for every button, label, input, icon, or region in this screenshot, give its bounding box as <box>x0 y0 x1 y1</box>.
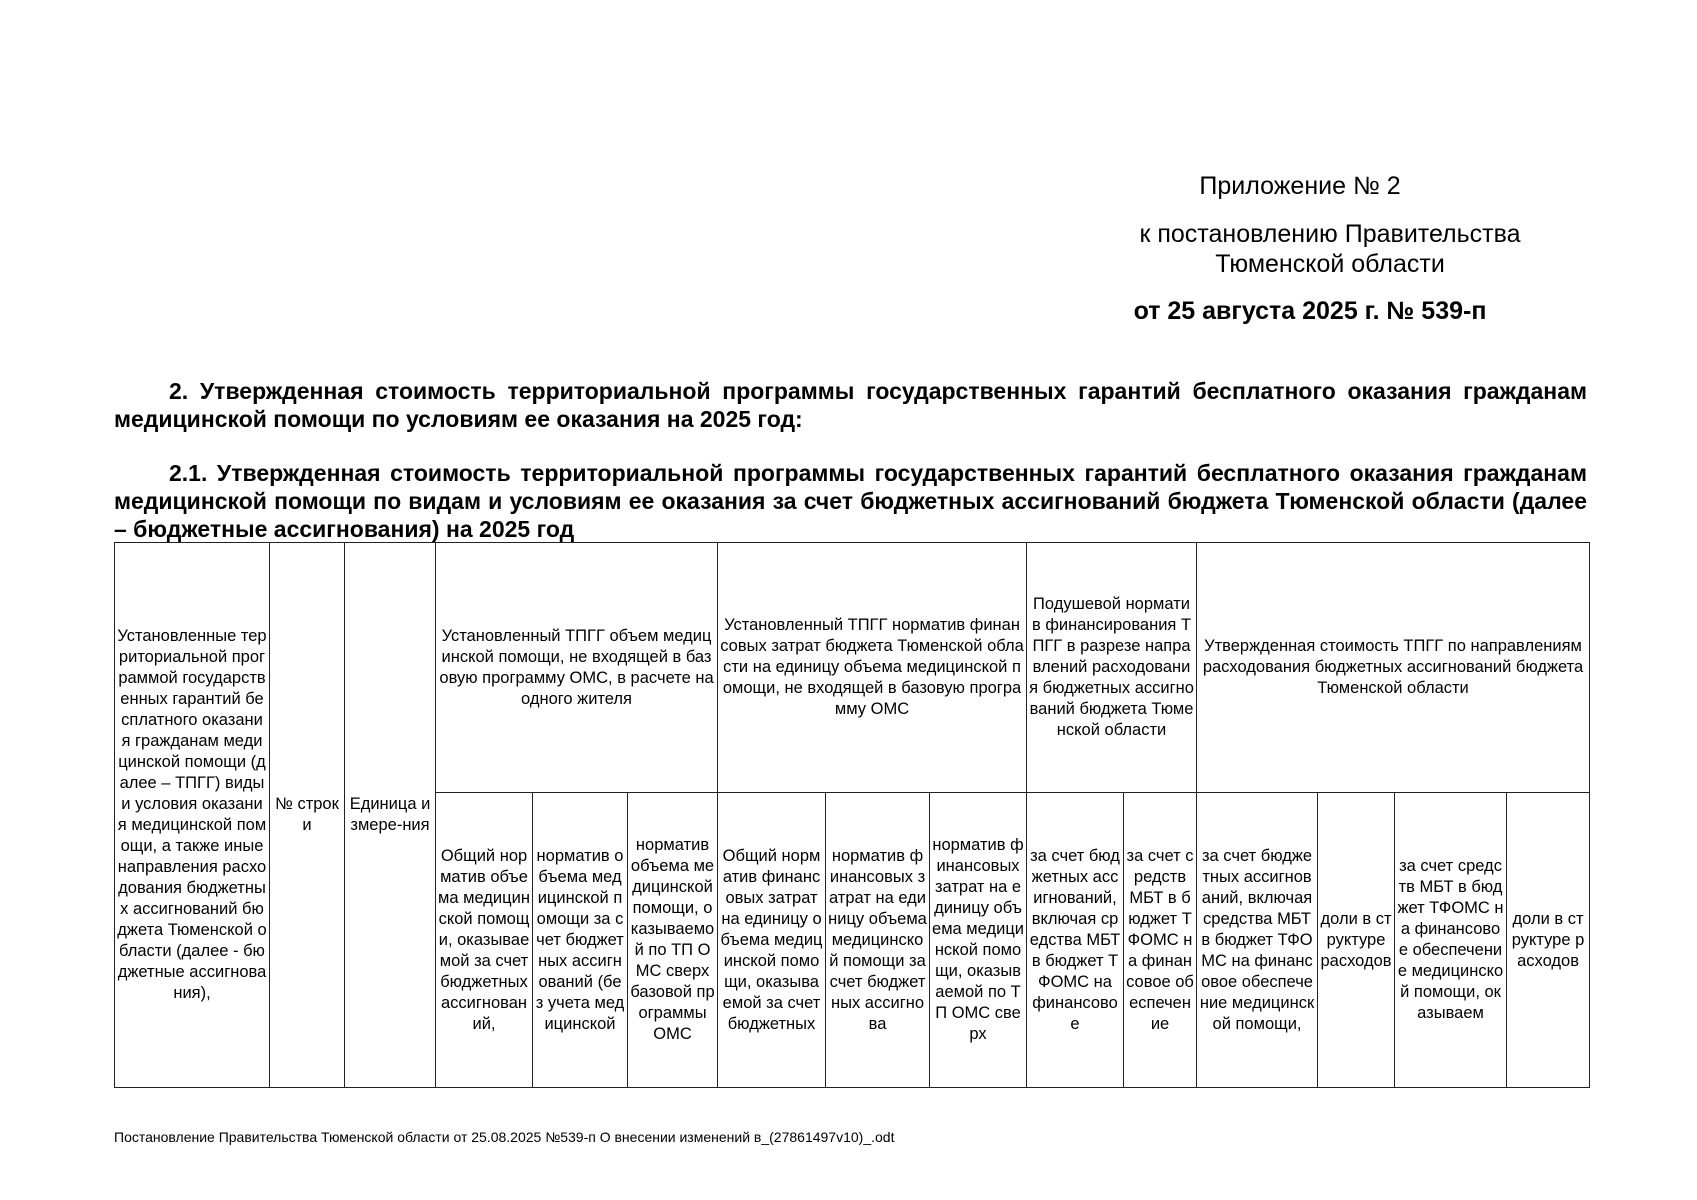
header-group-costs: Установленный ТПГГ норматив финансовых затрат бюджета Тюменской области на единицу объема медицинской помощи, не входящей в базовую программу ОМС <box>718 543 1027 793</box>
section-heading-2: 2. Утвержденная стоимость территориальной программы государственных гарантий бесплатного оказания гражданам медицинской помощи по условиям ее оказания на 2025 год: <box>114 378 1587 432</box>
subheader-volume-budget: норматив объема медицинской помощи за счет бюджетных ассигнований (без учета медицинской <box>533 793 628 1088</box>
subheader-costs-total: Общий норматив финансовых затрат на единицу объема медицинской помощи, оказываемой за счет бюджетных <box>718 793 826 1088</box>
header-group-per-capita: Подушевой норматив финансирования ТПГГ в разрезе направлений расходования бюджетных ассигнований бюджета Тюменской области <box>1027 543 1197 793</box>
header-row-no: № строки <box>270 543 345 1088</box>
appendix-title: Приложение № 2 <box>1199 172 1401 200</box>
subheader-cost-share-2: доли в структуре расходов <box>1507 793 1590 1088</box>
subheader-per-capita-mbt: за счет средств МБТ в бюджет ТФОМС на финансовое обеспечение <box>1124 793 1197 1088</box>
subheader-costs-tpoms: норматив финансовых затрат на единицу объема медицинской помощи, оказываемой по ТП ОМС сверх <box>930 793 1027 1088</box>
subheader-per-capita-budget: за счет бюджетных ассигнований, включая средства МБТ в бюджет ТФОМС на финансовое <box>1027 793 1124 1088</box>
subheader-cost-share-1: доли в структуре расходов <box>1318 793 1395 1088</box>
subheader-costs-budget: норматив финансовых затрат на единицу объема медицинской помощи за счет бюджетных ассигнова <box>826 793 930 1088</box>
header-group-volume: Установленный ТПГГ объем медицинской помощи, не входящей в базовую программу ОМС, в расчете на одного жителя <box>436 543 718 793</box>
appendix-date: от 25 августа 2025 г. № 539-п <box>1133 297 1487 325</box>
header-unit: Единица измере-ния <box>345 543 436 1088</box>
document-footer: Постановление Правительства Тюменской области от 25.08.2025 №539-п О внесении изменений в_(27861497v10)_.odt <box>114 1129 895 1145</box>
subheader-volume-tpoms: норматив объема медицинской помощи, оказываемой по ТП ОМС сверх базовой программы ОМС <box>628 793 718 1088</box>
cost-table <box>114 542 1590 1088</box>
appendix-decree: к постановлению Правительства Тюменской области <box>1139 220 1521 278</box>
section-heading-2-1: 2.1. Утвержденная стоимость территориальной программы государственных гарантий бесплатного оказания гражданам медицинской помощи по видам и условиям ее оказания за счет бюджетных ассигнований бюджета Тюменской области (далее – бюджетные ассигнования) на 2025 год <box>114 460 1587 542</box>
header-group-cost-total: Утвержденная стоимость ТПГГ по направлениям расходования бюджетных ассигнований бюджета Тюменской области <box>1197 543 1590 793</box>
subheader-cost-budget: за счет бюджетных ассигнований, включая средства МБТ в бюджет ТФОМС на финансовое обеспечение медицинской помощи, <box>1197 793 1318 1088</box>
subheader-cost-mbt: за счет средств МБТ в бюджет ТФОМС на финансовое обеспечение медицинской помощи, оказываем <box>1395 793 1507 1088</box>
subheader-volume-total: Общий норматив объема медицинской помощи, оказываемой за счет бюджетных ассигнований, <box>436 793 533 1088</box>
header-kind: Установленные территориальной программой государственных гарантий бесплатного оказания гражданам медицинской помощи (далее – ТПГГ) виды и условия оказания медицинской помощи, а также иные направления расходования бюджетных ассигнований бюджета Тюменской области (далее - бюджетные ассигнования), <box>115 543 270 1088</box>
